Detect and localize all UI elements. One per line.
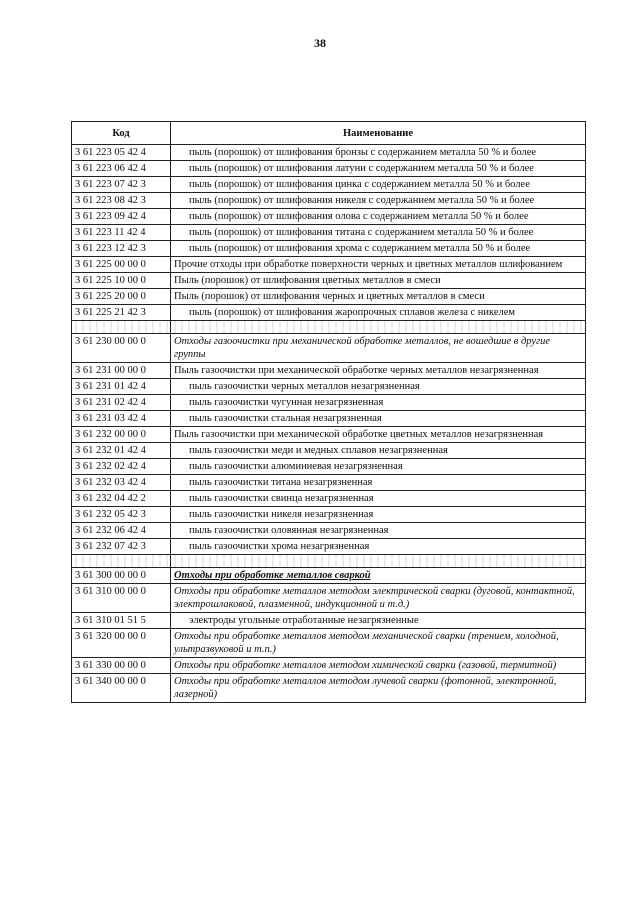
- table-row: [72, 658, 586, 674]
- code-cell: [72, 555, 171, 568]
- name-cell: пыль газоочистки никеля незагрязненная: [171, 507, 586, 523]
- table-row: [72, 305, 586, 321]
- code-cell: 3 61 223 07 42 3: [72, 177, 171, 193]
- name-cell: электроды угольные отработанные незагрязненные: [171, 613, 586, 629]
- table-row: [72, 584, 586, 613]
- table-row: [72, 145, 586, 161]
- code-cell: 3 61 223 06 42 4: [72, 161, 171, 177]
- name-cell: [171, 321, 586, 334]
- waste-code-table: [71, 121, 586, 703]
- table-row: [72, 161, 586, 177]
- table-row: [72, 427, 586, 443]
- name-cell: пыль (порошок) от шлифования бронзы с содержанием металла 50 % и более: [171, 145, 586, 161]
- code-cell: 3 61 223 05 42 4: [72, 145, 171, 161]
- code-cell: 3 61 230 00 00 0: [72, 334, 171, 363]
- table-row: [72, 629, 586, 658]
- name-cell: пыль газоочистки стальная незагрязненная: [171, 411, 586, 427]
- name-cell: пыль газоочистки свинца незагрязненная: [171, 491, 586, 507]
- code-cell: 3 61 232 06 42 4: [72, 523, 171, 539]
- table-row: [72, 241, 586, 257]
- code-cell: 3 61 231 01 42 4: [72, 379, 171, 395]
- table-row: [72, 523, 586, 539]
- name-cell: Пыль (порошок) от шлифования черных и цветных металлов в смеси: [171, 289, 586, 305]
- name-cell: пыль (порошок) от шлифования жаропрочных сплавов железа с никелем: [171, 305, 586, 321]
- name-cell: пыль газоочистки черных металлов незагрязненная: [171, 379, 586, 395]
- name-cell: Пыль (порошок) от шлифования цветных металлов в смеси: [171, 273, 586, 289]
- table-row: [72, 379, 586, 395]
- name-cell: пыль газоочистки чугунная незагрязненная: [171, 395, 586, 411]
- table-row: [72, 225, 586, 241]
- name-cell: пыль газоочистки алюминиевая незагрязненная: [171, 459, 586, 475]
- code-cell: 3 61 232 03 42 4: [72, 475, 171, 491]
- table-row: [72, 491, 586, 507]
- table-row: [72, 257, 586, 273]
- table-header-row: [72, 122, 586, 145]
- table-row: [72, 193, 586, 209]
- name-cell: пыль (порошок) от шлифования олова с содержанием металла 50 % и более: [171, 209, 586, 225]
- table-row: [72, 395, 586, 411]
- table-row: [72, 363, 586, 379]
- name-cell: пыль газоочистки титана незагрязненная: [171, 475, 586, 491]
- name-cell: пыль (порошок) от шлифования латуни с содержанием металла 50 % и более: [171, 161, 586, 177]
- table-row: [72, 475, 586, 491]
- table-row: [72, 539, 586, 555]
- name-cell: Отходы при обработке металлов методом механической сварки (трением, холодной, ультразвуковой и т.п.): [171, 629, 586, 658]
- name-cell: пыль газоочистки меди и медных сплавов незагрязненная: [171, 443, 586, 459]
- code-cell: 3 61 330 00 00 0: [72, 658, 171, 674]
- name-cell: пыль (порошок) от шлифования титана с содержанием металла 50 % и более: [171, 225, 586, 241]
- separator-row: [72, 321, 586, 334]
- name-cell: пыль (порошок) от шлифования хрома с содержанием металла 50 % и более: [171, 241, 586, 257]
- name-cell: Отходы при обработке металлов методом химической сварки (газовой, термитной): [171, 658, 586, 674]
- code-cell: 3 61 310 01 51 5: [72, 613, 171, 629]
- name-cell: Пыль газоочистки при механической обработке цветных металлов незагрязненная: [171, 427, 586, 443]
- name-cell: Отходы газоочистки при механической обработке металлов, не вошедшие в другие группы: [171, 334, 586, 363]
- table-row: [72, 177, 586, 193]
- code-cell: 3 61 225 20 00 0: [72, 289, 171, 305]
- code-cell: 3 61 232 00 00 0: [72, 427, 171, 443]
- code-cell: 3 61 231 02 42 4: [72, 395, 171, 411]
- code-cell: 3 61 231 00 00 0: [72, 363, 171, 379]
- code-cell: 3 61 223 11 42 4: [72, 225, 171, 241]
- table-row: [72, 289, 586, 305]
- separator-row: [72, 555, 586, 568]
- code-cell: 3 61 232 05 42 3: [72, 507, 171, 523]
- code-cell: 3 61 232 01 42 4: [72, 443, 171, 459]
- code-cell: 3 61 232 02 42 4: [72, 459, 171, 475]
- name-cell: Отходы при обработке металлов методом электрической сварки (дуговой, контактной, электрошлаковой, плазменной, индукционной и т.д.): [171, 584, 586, 613]
- code-cell: 3 61 340 00 00 0: [72, 674, 171, 703]
- name-cell: [171, 555, 586, 568]
- page-number: 38: [314, 36, 326, 50]
- code-cell: 3 61 225 21 42 3: [72, 305, 171, 321]
- name-text: Отходы при обработке металлов сваркой: [174, 570, 371, 581]
- table-row: [72, 411, 586, 427]
- name-cell: Пыль газоочистки при механической обработке черных металлов незагрязненная: [171, 363, 586, 379]
- name-cell: пыль (порошок) от шлифования цинка с содержанием металла 50 % и более: [171, 177, 586, 193]
- code-cell: 3 61 310 00 00 0: [72, 584, 171, 613]
- name-cell: Прочие отходы при обработке поверхности черных и цветных металлов шлифованием: [171, 257, 586, 273]
- table-row: [72, 209, 586, 225]
- table-row: [72, 613, 586, 629]
- code-cell: 3 61 232 04 42 2: [72, 491, 171, 507]
- code-cell: [72, 321, 171, 334]
- name-cell: пыль газоочистки хрома незагрязненная: [171, 539, 586, 555]
- code-cell: 3 61 223 08 42 3: [72, 193, 171, 209]
- name-cell: Отходы при обработке металлов методом лучевой сварки (фотонной, электронной, лазерной): [171, 674, 586, 703]
- code-cell: 3 61 231 03 42 4: [72, 411, 171, 427]
- code-cell: 3 61 232 07 42 3: [72, 539, 171, 555]
- name-cell: пыль газоочистки оловянная незагрязненная: [171, 523, 586, 539]
- table-body: [72, 145, 586, 703]
- name-cell: пыль (порошок) от шлифования никеля с содержанием металла 50 % и более: [171, 193, 586, 209]
- table-row: [72, 507, 586, 523]
- code-cell: 3 61 223 12 42 3: [72, 241, 171, 257]
- column-header-name: Наименование: [171, 122, 586, 145]
- table-row: [72, 443, 586, 459]
- code-cell: 3 61 225 10 00 0: [72, 273, 171, 289]
- name-cell: [171, 568, 586, 584]
- code-cell: 3 61 225 00 00 0: [72, 257, 171, 273]
- table-row: [72, 568, 586, 584]
- table-row: [72, 334, 586, 363]
- code-cell: 3 61 300 00 00 0: [72, 568, 171, 584]
- column-header-code: Код: [72, 122, 171, 145]
- table-row: [72, 459, 586, 475]
- code-cell: 3 61 223 09 42 4: [72, 209, 171, 225]
- table-row: [72, 674, 586, 703]
- code-cell: 3 61 320 00 00 0: [72, 629, 171, 658]
- table-row: [72, 273, 586, 289]
